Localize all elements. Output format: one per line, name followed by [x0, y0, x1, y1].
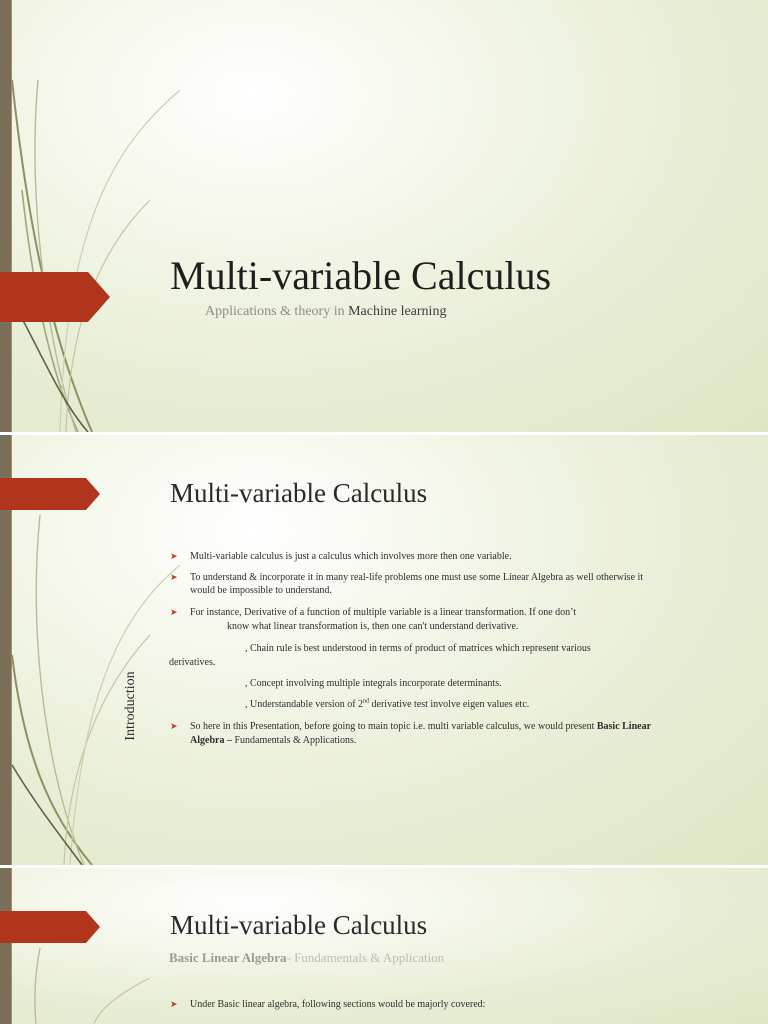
slide-title: Multi-variable Calculus — [170, 253, 552, 298]
bullet-text: So here in this Presentation, before going to main topic i.e. multi variable calculus, we would present — [190, 721, 597, 732]
bullet-continuation: derivatives. — [169, 657, 216, 668]
arrow-bullet-icon: ➤ — [170, 551, 178, 561]
subtitle-highlight: Machine learning — [348, 304, 447, 319]
bullet-continuation: , Chain rule is best understood in terms of product of matrices which represent various — [245, 643, 591, 654]
subtitle-rest: - Fundamentals & Application — [286, 950, 445, 965]
bullet-continuation — [190, 734, 356, 747]
section-side-label: Introduction — [123, 671, 138, 741]
chevron-tag-icon — [0, 272, 110, 322]
bullet-text: derivative test involve eigen values etc. — [369, 699, 530, 710]
bullet-item — [170, 606, 577, 619]
arrow-bullet-icon: ➤ — [170, 572, 178, 582]
subtitle-prefix: Applications & theory in — [205, 304, 349, 319]
bullet-bold-text: Basic Linear — [596, 721, 652, 732]
bullet-text: To understand & incorporate it in many real-life problems one must use some Linear Algebra as well otherwise it — [190, 572, 644, 583]
arrow-bullet-icon: ➤ — [170, 999, 178, 1009]
bullet-continuation: would be impossible to understand. — [190, 585, 332, 596]
bullet-item — [170, 720, 652, 733]
bullet-continuation — [245, 698, 529, 711]
bullet-text: Under Basic linear algebra, following sections would be majorly covered: — [190, 999, 486, 1010]
chevron-tag-icon — [0, 911, 100, 943]
chevron-tag-icon — [0, 478, 100, 510]
slide-title: Multi-variable Calculus — [170, 478, 428, 508]
bullet-item — [170, 550, 512, 563]
bullet-text: Multi-variable calculus is just a calculus which involves more then one variable. — [190, 551, 512, 562]
bullet-item — [170, 998, 486, 1011]
bullet-text: For instance, Derivative of a function of multiple variable is a linear transformation. If one don’t — [190, 607, 577, 618]
bullet-text: Fundamentals & Applications. — [234, 735, 357, 746]
arrow-bullet-icon: ➤ — [170, 607, 178, 617]
title-slide — [0, 0, 768, 432]
subtitle-bold: Basic Linear Algebra — [169, 950, 287, 965]
slide-subtitle — [169, 950, 444, 966]
slide-subtitle — [205, 304, 446, 320]
slide-title: Multi-variable Calculus — [170, 910, 428, 940]
superscript: nd — [363, 698, 370, 705]
bullet-continuation: , Concept involving multiple integrals incorporate determinants. — [245, 678, 502, 689]
arrow-bullet-icon: ➤ — [170, 721, 178, 731]
bullet-bold-text: Algebra – — [190, 735, 235, 746]
decorative-swirls — [0, 0, 200, 432]
bullet-text: , Understandable version of 2 — [245, 699, 364, 710]
bullet-continuation: know what linear transformation is, then one can't understand derivative. — [227, 621, 519, 632]
bullet-item — [170, 571, 644, 584]
